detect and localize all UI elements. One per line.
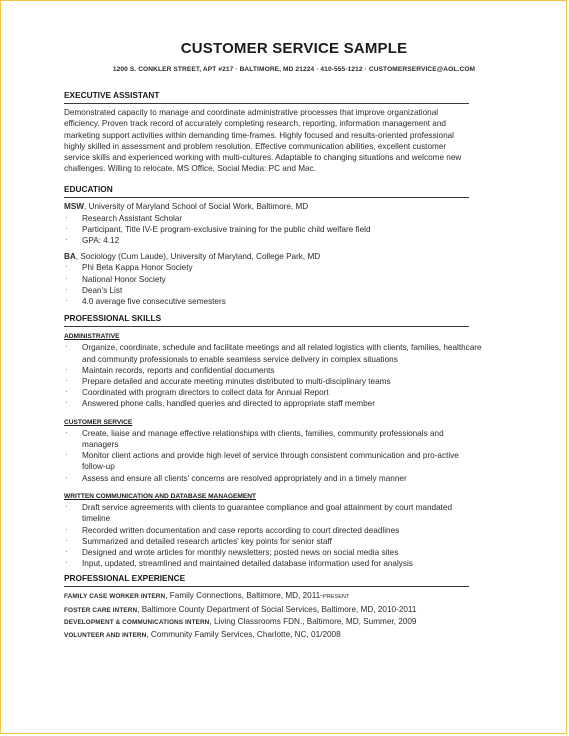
experience-detail: , Living Classrooms FDN., Baltimore, MD, Summer, 2009 [209, 617, 417, 627]
section-divider [64, 103, 469, 104]
summary-heading: EXECUTIVE ASSISTANT [64, 90, 160, 101]
degree-line [64, 251, 514, 262]
degree-highlights [64, 262, 514, 307]
list-item: · Summarized and detailed research articles' key points for senior staff [64, 536, 482, 547]
skill-group-list [64, 428, 482, 484]
experience-role: VOLUNTEER AND INTERN [64, 631, 147, 639]
section-divider [64, 586, 469, 587]
list-item: · Recorded written documentation and case reports according to court directed deadlines [64, 525, 482, 536]
experience-entry [64, 629, 514, 641]
experience-section [64, 573, 514, 641]
skill-group-title: ADMINISTRATIVE [64, 333, 120, 341]
degree-name: MSW [64, 202, 85, 212]
skills-heading: PROFESSIONAL SKILLS [64, 313, 162, 324]
resume-page [64, 40, 514, 641]
list-item: · Maintain records, reports and confidential documents [64, 365, 482, 376]
resume-title: CUSTOMER SERVICE SAMPLE [180, 40, 408, 57]
list-item: · Create, liaise and manage effective relationships with clients, families, community professionals and managers [64, 428, 482, 450]
degree-detail: , Sociology (Cum Laude), University of Maryland, College Park, MD [75, 252, 321, 262]
list-item: · Draft service agreements with clients to guarantee compliance and goal attainment by court mandated timeline [64, 502, 482, 524]
degree-detail: , University of Maryland School of Social Work, Baltimore, MD [84, 202, 309, 212]
experience-role: FOSTER CARE INTERN [64, 606, 138, 614]
skills-section [64, 313, 514, 569]
experience-entry [64, 616, 514, 628]
list-item: · Answered phone calls, handled queries and directed to appropriate staff member [64, 398, 482, 409]
list-item: · 4.0 average five consecutive semesters [64, 296, 514, 307]
skill-group-list [64, 342, 482, 409]
summary-text: Demonstrated capacity to manage and coordinate administrative processes that improve organizational efficiency. Proven track record of accurately completing research, reporting, information management and marketing support activities within demanding time-frames. Highly focused and results-oriented professional highly skilled in assessment and problem resolution. Effective communication abilities, excellent customer service skills and experienced working with multi-cultures. Adaptable to changing situations and welcome new challenges. Willing to relocate. MS Office, Social Media: PC and Mac. [64, 108, 462, 174]
section-divider [64, 197, 469, 198]
summary-section [64, 90, 514, 174]
experience-entry [64, 604, 514, 616]
experience-heading: PROFESSIONAL EXPERIENCE [64, 573, 186, 584]
list-item: · Prepare detailed and accurate meeting minutes distributed to multi-disciplinary teams [64, 376, 482, 387]
education-heading: EDUCATION [64, 184, 113, 195]
list-item: · GPA: 4.12 [64, 235, 514, 246]
skill-group-title: CUSTOMER SERVICE [64, 418, 133, 426]
list-item: · National Honor Society [64, 274, 514, 285]
section-divider [64, 326, 469, 327]
experience-role: FAMILY CASE WORKER INTERN [64, 593, 166, 601]
list-item: · Phi Beta Kappa Honor Society [64, 262, 514, 273]
experience-detail: , Family Connections, Baltimore, MD, 2011- [165, 591, 323, 601]
degree-name: BA [64, 252, 76, 262]
list-item: · Assess and ensure all clients' concerns are resolved appropriately and in a timely manner [64, 473, 482, 484]
education-section [64, 184, 514, 307]
list-item: · Participant, Title IV-E program-exclusive training for the public child welfare field [64, 224, 514, 235]
experience-entry [64, 590, 514, 603]
list-item: · Coordinated with program directors to collect data for Annual Report [64, 387, 482, 398]
contact-line: 1200 S. CONKLER STREET, APT #217 · BALTIMORE, MD 21224 · 410-555-1212 · CUSTOMERSERVICE@AOL.COM [112, 66, 476, 73]
list-item: · Research Assistant Scholar [64, 213, 514, 224]
list-item: · Input, updated, streamlined and maintained detailed database information used for analysis [64, 558, 482, 569]
list-item: · Dean's List [64, 285, 514, 296]
skill-group-title: WRITTEN COMMUNICATION AND DATABASE MANAGEMENT [64, 492, 257, 500]
list-item: · Organize, coordinate, schedule and facilitate meetings and all related logistics with clients, families, healthcare and community professionals to enable seamless service delivery in complex situations [64, 342, 482, 364]
experience-detail: , Community Family Services, Charlotte, NC, 01/2008 [146, 629, 341, 639]
list-item: · Designed and wrote articles for monthly newsletters; posted news on social media sites [64, 547, 482, 558]
experience-role: DEVELOPMENT & COMMUNICATIONS INTERN [64, 619, 210, 627]
degree-highlights [64, 213, 514, 247]
list-item: · Monitor client actions and provide high level of service through consistent communication and pro-active follow-up [64, 450, 482, 472]
experience-detail: , Baltimore County Department of Social Services, Baltimore, MD, 2010-2011 [137, 604, 417, 614]
experience-suffix: PRESENT [322, 594, 350, 601]
degree-line [64, 201, 514, 212]
skill-group-list [64, 502, 482, 569]
